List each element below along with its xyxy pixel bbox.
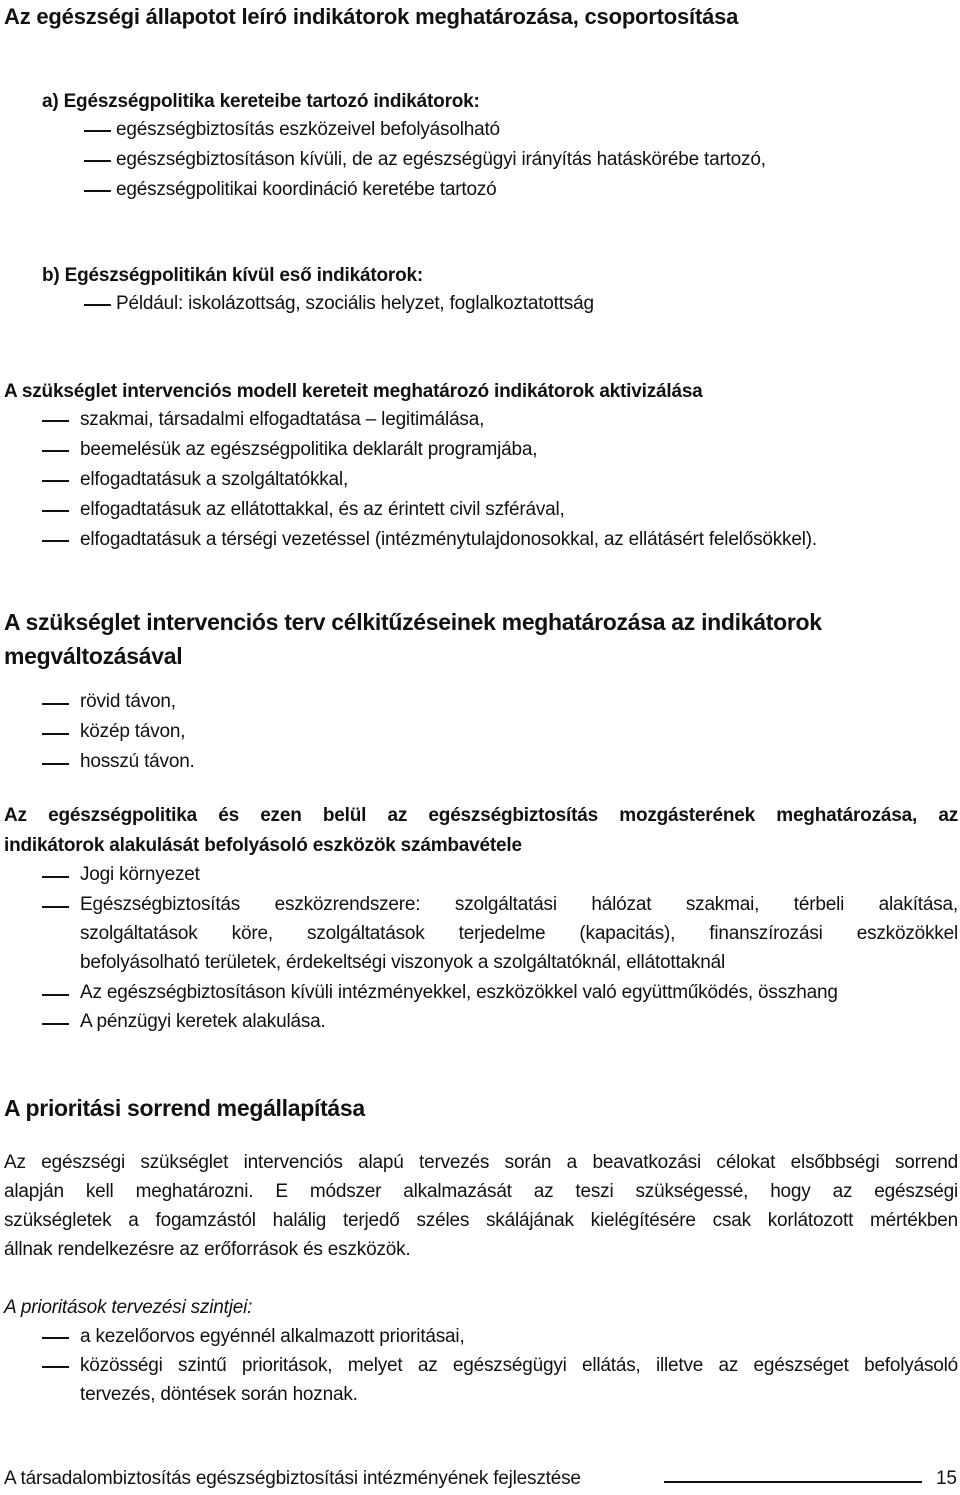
policy-item: Jogi környezet — [80, 864, 200, 885]
dash-icon — [42, 480, 69, 482]
priority-paragraph-line: állnak rendelkezésre az erőforrások és eszközök. — [4, 1239, 411, 1260]
dash-icon — [42, 733, 69, 735]
section-b-heading: b) Egészségpolitikán kívül eső indikátorok: — [42, 265, 423, 286]
priority-level-item: a kezelőorvos egyénnél alkalmazott prioritásai, — [80, 1326, 465, 1347]
section-a-item: egészségpolitikai koordináció keretébe tartozó — [116, 179, 497, 200]
section-a-item: egészségbiztosítás eszközeivel befolyásolható — [116, 119, 500, 140]
footer-text: A társadalombiztosítás egészségbiztosítási intézményének fejlesztése — [4, 1468, 581, 1489]
activation-item: elfogadtatásuk a térségi vezetéssel (intézménytulajdonosokkal, az ellátásért felelősökkel). — [80, 529, 817, 550]
priority-paragraph-line: szükségletek a fogamzástól halálig terjedő széles skálájának kielégítésére csak korlátozott mértékben — [4, 1210, 958, 1231]
dash-icon — [42, 540, 69, 542]
activation-item: elfogadtatásuk a szolgáltatókkal, — [80, 469, 349, 490]
policy-item: Egészségbiztosítás eszközrendszere: szolgáltatási hálózat szakmai, térbeli alakítása, — [80, 894, 958, 915]
goals-heading-continued: megváltozásával — [4, 643, 183, 669]
activation-item: beemelésük az egészségpolitika deklarált programjába, — [80, 439, 538, 460]
goals-item: rövid távon, — [80, 691, 176, 712]
priority-levels-heading: A prioritások tervezési szintjei: — [4, 1297, 253, 1318]
dash-icon — [42, 703, 69, 705]
policy-item: A pénzügyi keretek alakulása. — [80, 1011, 326, 1032]
section-a-heading: a) Egészségpolitika kereteibe tartozó indikátorok: — [42, 91, 480, 112]
policy-heading: Az egészségpolitika és ezen belül az egészségbiztosítás mozgásterének meghatározása, az — [4, 805, 958, 826]
page-title: Az egészségi állapotot leíró indikátorok meghatározása, csoportosítása — [4, 4, 739, 29]
goals-item: közép távon, — [80, 721, 186, 742]
priority-paragraph-line: Az egészségi szükséglet intervenciós alapú tervezés során a beavatkozási célokat elsőbbségi sorrend — [4, 1152, 958, 1173]
dash-icon — [42, 906, 69, 908]
dash-icon — [84, 160, 111, 162]
policy-item-continued: befolyásolható területek, érdekeltségi viszonyok a szolgáltatóknál, ellátottaknál — [80, 952, 725, 973]
dash-icon — [42, 1023, 69, 1025]
dash-icon — [84, 190, 111, 192]
priority-heading: A prioritási sorrend megállapítása — [4, 1095, 365, 1121]
dash-icon — [84, 130, 111, 132]
dash-icon — [42, 994, 69, 996]
priority-paragraph-line: alapján kell meghatározni. E módszer alkalmazását az teszi szükségessé, hogy az egészségi — [4, 1181, 958, 1202]
dash-icon — [42, 450, 69, 452]
goals-heading: A szükséglet intervenciós terv célkitűzéseinek meghatározása az indikátorok — [4, 609, 822, 635]
section-a-item: egészségbiztosításon kívüli, de az egészségügyi irányítás hatáskörébe tartozó, — [116, 149, 766, 170]
activation-heading: A szükséglet intervenciós modell kereteit meghatározó indikátorok aktivizálása — [4, 381, 703, 402]
policy-heading-continued: indikátorok alakulását befolyásoló eszközök számbavétele — [4, 835, 522, 856]
dash-icon — [42, 876, 69, 878]
priority-level-item: közösségi szintű prioritások, melyet az egészségügyi ellátás, illetve az egészséget befolyásoló — [80, 1355, 958, 1376]
dash-icon — [84, 304, 111, 306]
page-number: 15 — [936, 1468, 957, 1489]
priority-level-item-continued: tervezés, döntések során hoznak. — [80, 1384, 358, 1405]
dash-icon — [42, 510, 69, 512]
dash-icon — [42, 1366, 69, 1368]
dash-icon — [42, 1337, 69, 1339]
dash-icon — [42, 763, 69, 765]
activation-item: elfogadtatásuk az ellátottakkal, és az érintett civil szférával, — [80, 499, 565, 520]
policy-item-continued: szolgáltatások köre, szolgáltatások terjedelme (kapacitás), finanszírozási eszközökkel — [80, 923, 958, 944]
goals-item: hosszú távon. — [80, 751, 195, 772]
dash-icon — [42, 420, 69, 422]
section-b-item: Például: iskolázottság, szociális helyzet, foglalkoztatottság — [116, 293, 594, 314]
footer-rule — [664, 1481, 922, 1483]
activation-item: szakmai, társadalmi elfogadtatása – legitimálása, — [80, 409, 485, 430]
policy-item: Az egészségbiztosításon kívüli intézményekkel, eszközökkel való együttműködés, összhang — [80, 982, 838, 1003]
